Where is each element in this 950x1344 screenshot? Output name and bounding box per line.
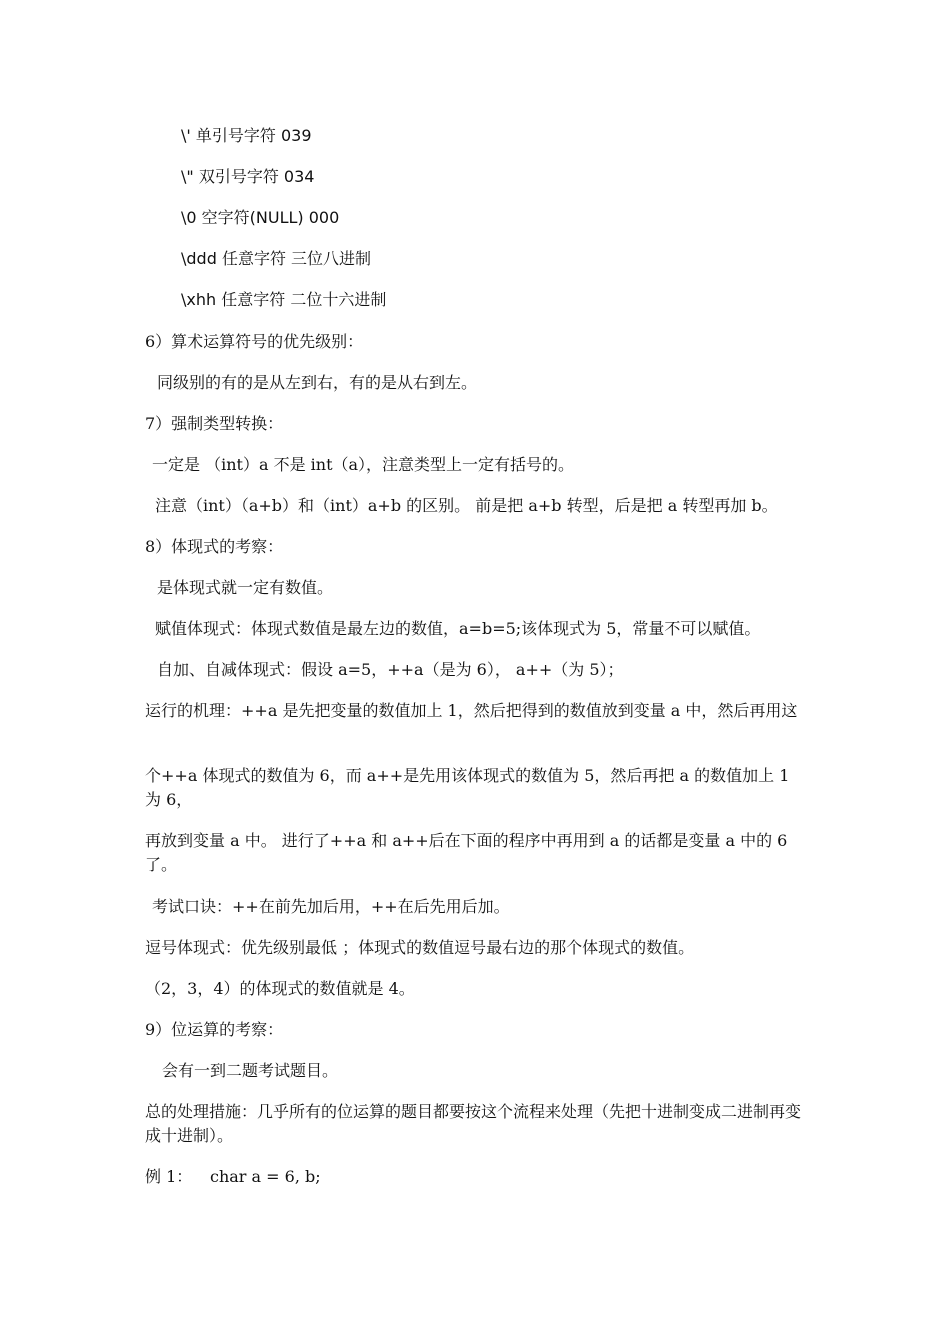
escape-line-null: \0 空字符(NULL) 000 — [181, 208, 340, 227]
section-8-paragraph-3: 自加、自减体现式：假设 a=5，++a（是为 6）， a++（为 5）； — [157, 660, 624, 679]
section-8-paragraph-7: 考试口诀：++在前先加后用，++在后先用后加。 — [152, 897, 510, 916]
section-9-example-label: 例 1： — [145, 1167, 193, 1186]
section-8-paragraph-4: 运行的机理：++a 是先把变量的数值加上 1，然后把得到的数值放到变量 a 中，然后再用这 — [145, 701, 798, 720]
section-7-paragraph-1: 一定是 （int）a 不是 int（a），注意类型上一定有括号的。 — [152, 455, 575, 474]
section-8-title: 8）体现式的考察： — [145, 537, 284, 556]
section-9-paragraph-1: 会有一到二题考试题目。 — [162, 1061, 339, 1080]
escape-line-octal: \ddd 任意字符 三位八进制 — [181, 249, 372, 268]
section-9-example-code: char a = 6, b; — [210, 1167, 321, 1186]
section-8-paragraph-5: 个++a 体现式的数值为 6，而 a++是先用该体现式的数值为 5，然后再把 a 的数值加上 1 为 6， — [145, 766, 790, 809]
section-8-paragraph-8: 逗号体现式：优先级别最低 ；体现式的数值逗号最右边的那个体现式的数值。 — [145, 938, 695, 957]
section-8-paragraph-1: 是体现式就一定有数值。 — [157, 578, 334, 597]
section-6-title: 6）算术运算符号的优先级别： — [145, 332, 364, 351]
section-9-paragraph-2: 总的处理措施：几乎所有的位运算的题目都要按这个流程来处理（先把十进制变成二进制再变成十进制）。 — [145, 1102, 802, 1145]
escape-line-hex: \xhh 任意字符 二位十六进制 — [181, 290, 387, 309]
section-7-paragraph-2: 注意（int）（a+b）和（int）a+b 的区别。 前是把 a+b 转型，后是把 a 转型再加 b。 — [155, 496, 778, 515]
section-8-paragraph-9: （2，3，4）的体现式的数值就是 4。 — [145, 979, 415, 998]
escape-line-single-quote: \' 单引号字符 039 — [181, 126, 312, 145]
section-6-paragraph-1: 同级别的有的是从左到右，有的是从右到左。 — [157, 373, 478, 392]
section-8-paragraph-6: 再放到变量 a 中。 进行了++a 和 a++后在下面的程序中再用到 a 的话都是变量 a 中的 6 了。 — [145, 831, 788, 874]
section-7-title: 7）强制类型转换： — [145, 414, 284, 433]
section-9-title: 9）位运算的考察： — [145, 1020, 284, 1039]
section-8-paragraph-2: 赋值体现式：体现式数值是最左边的数值，a=b=5;该体现式为 5，常量不可以赋值。 — [155, 619, 761, 638]
escape-line-double-quote: \" 双引号字符 034 — [181, 167, 315, 186]
